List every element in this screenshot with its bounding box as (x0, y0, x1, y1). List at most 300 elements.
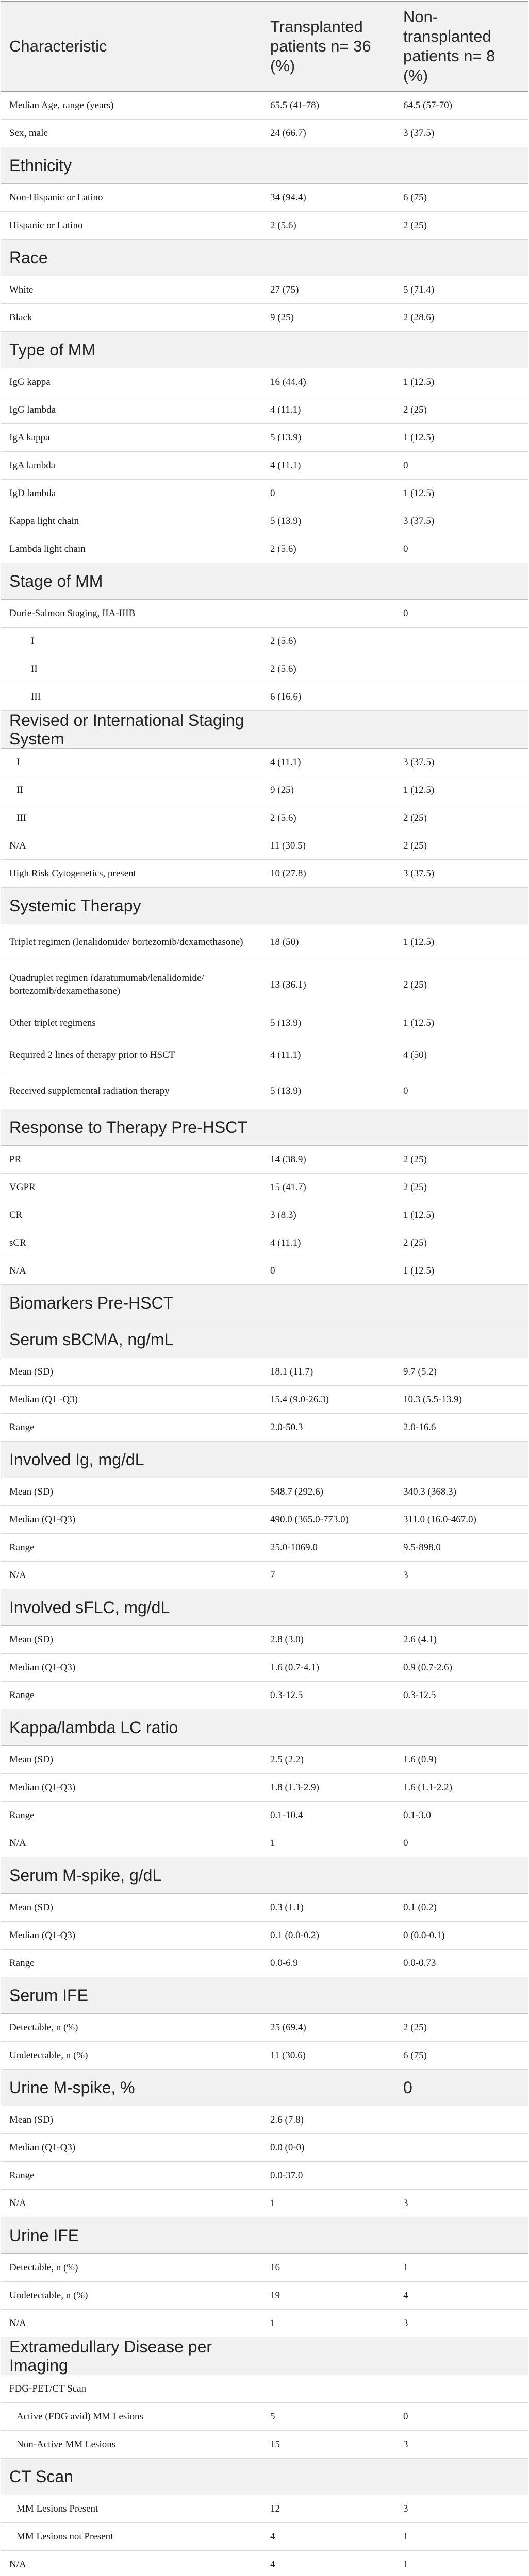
header-non-transplanted: Non-transplanted patients n= 8 (%) (395, 2, 528, 91)
table-row (1, 749, 528, 776)
non-transplanted-value: 2.0-16.6 (395, 1414, 528, 1442)
transplanted-value: 4 (262, 2551, 395, 2576)
row-label: Race (1, 240, 262, 276)
table-row (1, 2375, 528, 2403)
non-transplanted-value: 3 (395, 2190, 528, 2217)
row-label: FDG-PET/CT Scan (1, 2375, 262, 2403)
transplanted-value: 19 (262, 2282, 395, 2310)
table-row (1, 91, 528, 120)
table-row (1, 860, 528, 888)
table-row (1, 1534, 528, 1562)
non-transplanted-value: 64.5 (57-70) (395, 91, 528, 120)
row-label: Required 2 lines of therapy prior to HSCT (1, 1037, 262, 1073)
non-transplanted-value: 2 (25) (395, 2014, 528, 2042)
non-transplanted-value (395, 655, 528, 683)
transplanted-value: 18 (50) (262, 924, 395, 960)
transplanted-value (262, 1857, 395, 1894)
row-label: Median (Q1 -Q3) (1, 1386, 262, 1414)
row-label: Kappa/lambda LC ratio (1, 1709, 262, 1746)
row-label: N/A (1, 2310, 262, 2337)
row-label: N/A (1, 2551, 262, 2576)
row-label: White (1, 276, 262, 304)
transplanted-value (262, 888, 395, 924)
non-transplanted-value: 6 (75) (395, 2042, 528, 2070)
transplanted-value (262, 563, 395, 600)
row-label: Range (1, 1802, 262, 1829)
transplanted-value: 11 (30.5) (262, 832, 395, 860)
table-row (1, 2134, 528, 2162)
table-row (1, 2162, 528, 2190)
non-transplanted-value: 0 (395, 452, 528, 480)
row-label: Mean (SD) (1, 1746, 262, 1774)
non-transplanted-value (395, 1589, 528, 1626)
row-label: MM Lesions Present (1, 2495, 262, 2523)
transplanted-value (262, 1709, 395, 1746)
non-transplanted-value: 0.3-12.5 (395, 1682, 528, 1709)
section-row (1, 1109, 528, 1146)
row-label: Type of MM (1, 332, 262, 368)
row-label: Mean (SD) (1, 2106, 262, 2134)
row-label: Detectable, n (%) (1, 2254, 262, 2282)
row-label: IgG kappa (1, 368, 262, 396)
non-transplanted-value (395, 2134, 528, 2162)
transplanted-value (262, 2375, 395, 2403)
row-label: II (1, 655, 262, 683)
row-label: II (1, 776, 262, 804)
header-characteristic: Characteristic (1, 2, 262, 91)
non-transplanted-value (395, 1857, 528, 1894)
row-label: Durie-Salmon Staging, IIA-IIIB (1, 600, 262, 628)
transplanted-value: 5 (13.9) (262, 424, 395, 452)
transplanted-value: 27 (75) (262, 276, 395, 304)
non-transplanted-value (395, 240, 528, 276)
table-row (1, 1386, 528, 1414)
row-label: sCR (1, 1229, 262, 1257)
table-row (1, 1146, 528, 1174)
row-label: Undetectable, n (%) (1, 2042, 262, 2070)
row-label: Range (1, 2162, 262, 2190)
transplanted-value: 0.3 (1.1) (262, 1894, 395, 1922)
non-transplanted-value: 2.6 (4.1) (395, 1626, 528, 1654)
non-transplanted-value: 3 (395, 2310, 528, 2337)
table-row (1, 120, 528, 147)
non-transplanted-value (395, 888, 528, 924)
non-transplanted-value: 3 (37.5) (395, 749, 528, 776)
non-transplanted-value: 311.0 (16.0-467.0) (395, 1506, 528, 1534)
transplanted-value: 11 (30.6) (262, 2042, 395, 2070)
row-label: III (1, 804, 262, 832)
non-transplanted-value: 0 (395, 1829, 528, 1857)
non-transplanted-value (395, 2217, 528, 2254)
transplanted-value: 490.0 (365.0-773.0) (262, 1506, 395, 1534)
header-row (1, 2, 528, 91)
table-row (1, 2495, 528, 2523)
table-row (1, 535, 528, 563)
transplanted-value (262, 600, 395, 628)
transplanted-value: 4 (11.1) (262, 1037, 395, 1073)
non-transplanted-value (395, 711, 528, 749)
transplanted-value: 5 (13.9) (262, 507, 395, 535)
non-transplanted-value (395, 1285, 528, 1321)
table-row (1, 2523, 528, 2551)
row-label: Biomarkers Pre-HSCT (1, 1285, 262, 1321)
table-row (1, 276, 528, 304)
non-transplanted-value (395, 2375, 528, 2403)
row-label: IgA lambda (1, 452, 262, 480)
section-row (1, 888, 528, 924)
row-label: CR (1, 1201, 262, 1229)
row-label: Range (1, 1414, 262, 1442)
non-transplanted-value (395, 147, 528, 184)
row-label: High Risk Cytogenetics, present (1, 860, 262, 888)
section-row (1, 2459, 528, 2495)
transplanted-value: 0 (262, 1257, 395, 1285)
row-label: Systemic Therapy (1, 888, 262, 924)
table-row (1, 2310, 528, 2337)
table-row (1, 1774, 528, 1802)
row-label: Response to Therapy Pre-HSCT (1, 1109, 262, 1146)
transplanted-value (262, 240, 395, 276)
non-transplanted-value: 1 (12.5) (395, 1009, 528, 1037)
row-label: Median (Q1-Q3) (1, 1654, 262, 1682)
transplanted-value: 1.8 (1.3-2.9) (262, 1774, 395, 1802)
header-transplanted: Transplanted patients n= 36 (%) (262, 2, 395, 91)
table-row (1, 304, 528, 332)
non-transplanted-value: 0 (395, 600, 528, 628)
table-row (1, 2551, 528, 2576)
transplanted-value: 1 (262, 2310, 395, 2337)
table-row (1, 1506, 528, 1534)
non-transplanted-value: 340.3 (368.3) (395, 1478, 528, 1506)
non-transplanted-value: 2 (25) (395, 1229, 528, 1257)
row-label: Median (Q1-Q3) (1, 1922, 262, 1950)
table-row (1, 832, 528, 860)
non-transplanted-value (395, 563, 528, 600)
table-row (1, 480, 528, 507)
table-row (1, 1073, 528, 1109)
non-transplanted-value: 2 (25) (395, 1174, 528, 1201)
row-label: Serum M-spike, g/dL (1, 1857, 262, 1894)
section-row (1, 1857, 528, 1894)
transplanted-value: 2 (5.6) (262, 535, 395, 563)
table-body (1, 91, 528, 2576)
non-transplanted-value: 0 (395, 2403, 528, 2431)
row-label: Mean (SD) (1, 1626, 262, 1654)
non-transplanted-value: 1 (12.5) (395, 424, 528, 452)
non-transplanted-value (395, 628, 528, 655)
table-row (1, 2014, 528, 2042)
row-label: Triplet regimen (lenalidomide/ bortezomib/dexamethasone) (1, 924, 262, 960)
table-row (1, 1682, 528, 1709)
transplanted-value: 4 (11.1) (262, 1229, 395, 1257)
transplanted-value: 4 (262, 2523, 395, 2551)
section-row (1, 2337, 528, 2375)
non-transplanted-value: 1 (12.5) (395, 368, 528, 396)
transplanted-value: 2 (5.6) (262, 628, 395, 655)
row-label: Median Age, range (years) (1, 91, 262, 120)
non-transplanted-value: 0.1 (0.2) (395, 1894, 528, 1922)
transplanted-value: 548.7 (292.6) (262, 1478, 395, 1506)
transplanted-value: 9 (25) (262, 304, 395, 332)
row-label: IgD lambda (1, 480, 262, 507)
row-label: IgG lambda (1, 396, 262, 424)
transplanted-value: 25 (69.4) (262, 2014, 395, 2042)
non-transplanted-value: 5 (71.4) (395, 276, 528, 304)
non-transplanted-value: 3 (395, 2495, 528, 2523)
row-label: Non-Hispanic or Latino (1, 184, 262, 212)
transplanted-value: 34 (94.4) (262, 184, 395, 212)
non-transplanted-value (395, 2106, 528, 2134)
table-row (1, 1037, 528, 1073)
non-transplanted-value: 0.0-0.73 (395, 1950, 528, 1977)
transplanted-value: 4 (11.1) (262, 396, 395, 424)
non-transplanted-value: 1 (395, 2551, 528, 2576)
table-row (1, 184, 528, 212)
table-row (1, 1922, 528, 1950)
non-transplanted-value: 0 (395, 1073, 528, 1109)
transplanted-value (262, 1321, 395, 1358)
row-label: Mean (SD) (1, 1358, 262, 1386)
transplanted-value (262, 2217, 395, 2254)
table-row (1, 452, 528, 480)
row-label: Ethnicity (1, 147, 262, 184)
non-transplanted-value: 4 (395, 2282, 528, 2310)
transplanted-value: 13 (36.1) (262, 960, 395, 1009)
row-label: Stage of MM (1, 563, 262, 600)
table-row (1, 1201, 528, 1229)
table-header (1, 2, 528, 91)
table-row (1, 2431, 528, 2459)
transplanted-value (262, 1109, 395, 1146)
section-row (1, 1977, 528, 2014)
table-row (1, 1802, 528, 1829)
non-transplanted-value: 3 (395, 1562, 528, 1589)
row-label: Range (1, 1534, 262, 1562)
table-row (1, 1950, 528, 1977)
non-transplanted-value: 1 (12.5) (395, 1257, 528, 1285)
non-transplanted-value: 2 (25) (395, 396, 528, 424)
non-transplanted-value: 2 (25) (395, 960, 528, 1009)
row-label: Involved Ig, mg/dL (1, 1442, 262, 1478)
table-row (1, 1009, 528, 1037)
non-transplanted-value: 0 (395, 535, 528, 563)
non-transplanted-value: 3 (37.5) (395, 507, 528, 535)
transplanted-value: 5 (262, 2403, 395, 2431)
table-row (1, 2190, 528, 2217)
section-row (1, 2070, 528, 2106)
row-label: Urine IFE (1, 2217, 262, 2254)
non-transplanted-value: 1 (12.5) (395, 1201, 528, 1229)
transplanted-value (262, 332, 395, 368)
row-label: Quadruplet regimen (daratumumab/lenalidomide/ bortezomib/dexamethasone) (1, 960, 262, 1009)
table-row (1, 655, 528, 683)
transplanted-value: 0.0-37.0 (262, 2162, 395, 2190)
transplanted-value: 0.1-10.4 (262, 1802, 395, 1829)
patient-characteristics-table (1, 1, 528, 2576)
non-transplanted-value: 1.6 (1.1-2.2) (395, 1774, 528, 1802)
table-row (1, 507, 528, 535)
non-transplanted-value: 2 (25) (395, 1146, 528, 1174)
table-row (1, 1174, 528, 1201)
transplanted-value: 12 (262, 2495, 395, 2523)
table-row (1, 776, 528, 804)
non-transplanted-value (395, 1109, 528, 1146)
row-label: CT Scan (1, 2459, 262, 2495)
transplanted-value: 16 (262, 2254, 395, 2282)
transplanted-value: 2.5 (2.2) (262, 1746, 395, 1774)
table-row (1, 1562, 528, 1589)
non-transplanted-value: 10.3 (5.5-13.9) (395, 1386, 528, 1414)
table-row (1, 1746, 528, 1774)
row-label: Other triplet regimens (1, 1009, 262, 1037)
transplanted-value: 1 (262, 2190, 395, 2217)
table-row (1, 1626, 528, 1654)
non-transplanted-value (395, 1321, 528, 1358)
transplanted-value (262, 2337, 395, 2375)
row-label: Mean (SD) (1, 1894, 262, 1922)
non-transplanted-value: 3 (37.5) (395, 120, 528, 147)
row-label: IgA kappa (1, 424, 262, 452)
transplanted-value: 0.3-12.5 (262, 1682, 395, 1709)
table-row (1, 960, 528, 1009)
row-label: Range (1, 1950, 262, 1977)
section-row (1, 1285, 528, 1321)
section-row (1, 240, 528, 276)
transplanted-value: 1.6 (0.7-4.1) (262, 1654, 395, 1682)
row-label: Median (Q1-Q3) (1, 1506, 262, 1534)
table-row (1, 1358, 528, 1386)
transplanted-value: 25.0-1069.0 (262, 1534, 395, 1562)
table-row (1, 924, 528, 960)
row-label: Hispanic or Latino (1, 212, 262, 240)
table-row (1, 424, 528, 452)
transplanted-value: 5 (13.9) (262, 1009, 395, 1037)
non-transplanted-value: 2 (28.6) (395, 304, 528, 332)
transplanted-value: 0.0-6.9 (262, 1950, 395, 1977)
transplanted-value: 1 (262, 1829, 395, 1857)
row-label: Non-Active MM Lesions (1, 2431, 262, 2459)
table-row (1, 2254, 528, 2282)
row-label: Received supplemental radiation therapy (1, 1073, 262, 1109)
row-label: I (1, 749, 262, 776)
table-row (1, 1829, 528, 1857)
row-label: Undetectable, n (%) (1, 2282, 262, 2310)
table-row (1, 1414, 528, 1442)
row-label: III (1, 683, 262, 711)
transplanted-value: 4 (11.1) (262, 452, 395, 480)
non-transplanted-value (395, 2162, 528, 2190)
non-transplanted-value (395, 332, 528, 368)
transplanted-value: 7 (262, 1562, 395, 1589)
row-label: Urine M-spike, % (1, 2070, 262, 2106)
non-transplanted-value: 0 (0.0-0.1) (395, 1922, 528, 1950)
table-row (1, 396, 528, 424)
table-row (1, 1894, 528, 1922)
section-row (1, 1321, 528, 1358)
transplanted-value: 2 (5.6) (262, 655, 395, 683)
section-row (1, 2217, 528, 2254)
transplanted-value: 15 (262, 2431, 395, 2459)
row-label: Median (Q1-Q3) (1, 2134, 262, 2162)
transplanted-value: 15.4 (9.0-26.3) (262, 1386, 395, 1414)
row-label: Revised or International Staging System (1, 711, 262, 749)
transplanted-value: 2.0-50.3 (262, 1414, 395, 1442)
row-label: I (1, 628, 262, 655)
transplanted-value: 2 (5.6) (262, 804, 395, 832)
table-row (1, 1654, 528, 1682)
non-transplanted-value: 1 (12.5) (395, 776, 528, 804)
row-label: Median (Q1-Q3) (1, 1774, 262, 1802)
transplanted-value (262, 147, 395, 184)
non-transplanted-value: 1.6 (0.9) (395, 1746, 528, 1774)
transplanted-value: 2 (5.6) (262, 212, 395, 240)
non-transplanted-value: 2 (25) (395, 804, 528, 832)
transplanted-value (262, 1589, 395, 1626)
row-label: Detectable, n (%) (1, 2014, 262, 2042)
transplanted-value: 3 (8.3) (262, 1201, 395, 1229)
section-row (1, 147, 528, 184)
transplanted-value (262, 1442, 395, 1478)
transplanted-value: 10 (27.8) (262, 860, 395, 888)
row-label: Involved sFLC, mg/dL (1, 1589, 262, 1626)
table-row (1, 2282, 528, 2310)
table-row (1, 2042, 528, 2070)
transplanted-value (262, 2070, 395, 2106)
non-transplanted-value: 6 (75) (395, 184, 528, 212)
table-row (1, 683, 528, 711)
table-row (1, 628, 528, 655)
non-transplanted-value: 3 (395, 2431, 528, 2459)
transplanted-value: 0 (262, 480, 395, 507)
table-row (1, 600, 528, 628)
table-row (1, 368, 528, 396)
row-label: Extramedullary Disease per Imaging (1, 2337, 262, 2375)
non-transplanted-value: 9.5-898.0 (395, 1534, 528, 1562)
row-label: Range (1, 1682, 262, 1709)
non-transplanted-value: 0 (395, 2070, 528, 2106)
non-transplanted-value: 1 (12.5) (395, 480, 528, 507)
section-row (1, 711, 528, 749)
row-label: PR (1, 1146, 262, 1174)
non-transplanted-value: 3 (37.5) (395, 860, 528, 888)
row-label: Sex, male (1, 120, 262, 147)
table-row (1, 1257, 528, 1285)
row-label: N/A (1, 2190, 262, 2217)
non-transplanted-value: 9.7 (5.2) (395, 1358, 528, 1386)
non-transplanted-value (395, 1709, 528, 1746)
transplanted-value: 16 (44.4) (262, 368, 395, 396)
table-row (1, 804, 528, 832)
non-transplanted-value (395, 1977, 528, 2014)
table-row (1, 1229, 528, 1257)
row-label: Serum IFE (1, 1977, 262, 2014)
row-label: Serum sBCMA, ng/mL (1, 1321, 262, 1358)
transplanted-value: 65.5 (41-78) (262, 91, 395, 120)
non-transplanted-value (395, 2459, 528, 2495)
section-row (1, 1589, 528, 1626)
section-row (1, 1709, 528, 1746)
transplanted-value: 14 (38.9) (262, 1146, 395, 1174)
non-transplanted-value (395, 1442, 528, 1478)
section-row (1, 1442, 528, 1478)
transplanted-value: 18.1 (11.7) (262, 1358, 395, 1386)
transplanted-value: 0.0 (0-0) (262, 2134, 395, 2162)
table-row (1, 212, 528, 240)
row-label: MM Lesions not Present (1, 2523, 262, 2551)
transplanted-value: 15 (41.7) (262, 1174, 395, 1201)
non-transplanted-value: 0.1-3.0 (395, 1802, 528, 1829)
transplanted-value: 2.8 (3.0) (262, 1626, 395, 1654)
